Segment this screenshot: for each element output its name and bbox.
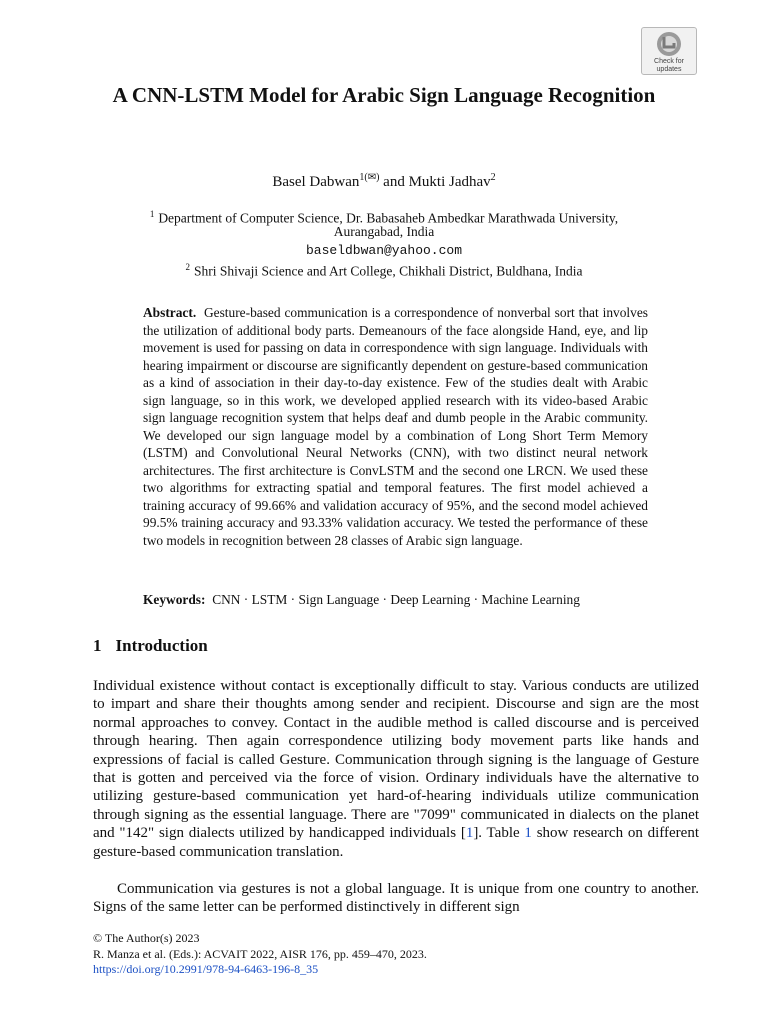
author-connector: and [379, 174, 409, 190]
affiliation-2 [0, 259, 768, 280]
keywords [143, 592, 663, 608]
table-ref-link[interactable]: 1 [524, 825, 532, 842]
affiliation-2-number: 2 [185, 262, 191, 272]
intro-p1-part-c: show research on different gesture-based communication translation. [93, 825, 699, 860]
intro-p1-part-b: ]. Table [473, 825, 525, 842]
copyright-line: © The Author(s) 2023 [93, 931, 200, 945]
authors-line [0, 172, 768, 191]
author-1-marker: 1(✉) [359, 172, 380, 183]
badge-line1: Check for [654, 58, 684, 65]
abstract-label: Abstract. [143, 305, 197, 320]
affiliation-1-line1: Department of Computer Science, Dr. Babasaheb Ambedkar Marathwada University, [158, 210, 619, 226]
author-2: Mukti Jadhav [408, 174, 491, 190]
intro-p1-part-a: Individual existence without contact is exceptionally difficult to stay. Various conducts are utilized to impart and share their thoughts among sender and recipient. Discourse and sign are the most normal approaches to convey. Contact in the audible method is called discourse and is perceived through hearing. Then again correspondence utilizing body movement parts like hands and expressions of facial is called Gesture. Communication through signing is the language of Gesture that is gotten and perceived via the force of vision. Ordinary individuals have the alternative to utilizing gesture-based communication yet hard-of-hearing individuals utilize communication through signing as the essential language. There are "7099" communicated in dialects on the planet and "142" sign dialects utilized by handicapped individuals [ [93, 678, 699, 842]
section-title: Introduction [115, 636, 208, 655]
author-2-marker: 2 [490, 172, 496, 183]
section-number: 1 [93, 636, 102, 655]
footer [93, 931, 427, 978]
paper-title: A CNN-LSTM Model for Arabic Sign Language Recognition [112, 83, 656, 107]
abstract [143, 304, 648, 549]
intro-paragraph-1 [93, 677, 699, 861]
badge-line2: updates [656, 66, 682, 73]
section-heading [93, 636, 208, 656]
keywords-label: Keywords: [143, 592, 206, 607]
doi-link[interactable]: https://doi.org/10.2991/978-94-6463-196-8_35 [93, 962, 319, 976]
author-email[interactable] [0, 241, 768, 259]
email-text[interactable]: baseldbwan@yahoo.com [305, 243, 463, 258]
keywords-text: CNN · LSTM · Sign Language · Deep Learning · Machine Learning [212, 592, 580, 607]
check-for-updates-badge[interactable] [641, 27, 697, 75]
citation-link[interactable]: 1 [465, 825, 474, 842]
affiliation-1-line2: Aurangabad, India [333, 224, 435, 239]
affiliation-2-text: Shri Shivaji Science and Art College, Chikhali District, Buldhana, India [194, 263, 583, 279]
citation-line: R. Manza et al. (Eds.): ACVAIT 2022, AISR 176, pp. 459–470, 2023. [93, 946, 427, 961]
author-1: Basel Dabwan [272, 174, 360, 190]
intro-paragraph-2: Communication via gestures is not a global language. It is unique from one country to another. Signs of the same letter can be performed distinctively in different sign [93, 881, 699, 916]
check-updates-icon [656, 31, 682, 57]
affiliation-1-number: 1 [149, 209, 155, 219]
abstract-text: Gesture-based communication is a correspondence of nonverbal sort that involves the utilization of additional body parts. Demeanours of the face alongside Hand, eye, and lip movement is used for passing on data in correspondence with sign language. Individuals with hearing impairment or discourse are significantly dependent on gesture-based communication as a kind of association in their day-to-day existence. Few of the studies dealt with Arabic sign language, so in this work, we developed applied research with its video-based Arabic sign language recognition system that helps deaf and dumb people in the Arabic community. We developed our sign language model by a combination of Long Short Term Memory (LSTM) and Convolutional Neural Networks (CNN), with two distinct neural network architectures. The first architecture is ConvLSTM and the second one LRCN. We used these two algorithms for extracting spatial and temporal features. The first model achieved a training accuracy of 99.66% and validation accuracy of 95%, and the second model achieved 99.5% training accuracy and 93.33% validation accuracy. We tested the performance of these two models in recognition between 28 classes of Arabic sign language. [143, 305, 648, 548]
